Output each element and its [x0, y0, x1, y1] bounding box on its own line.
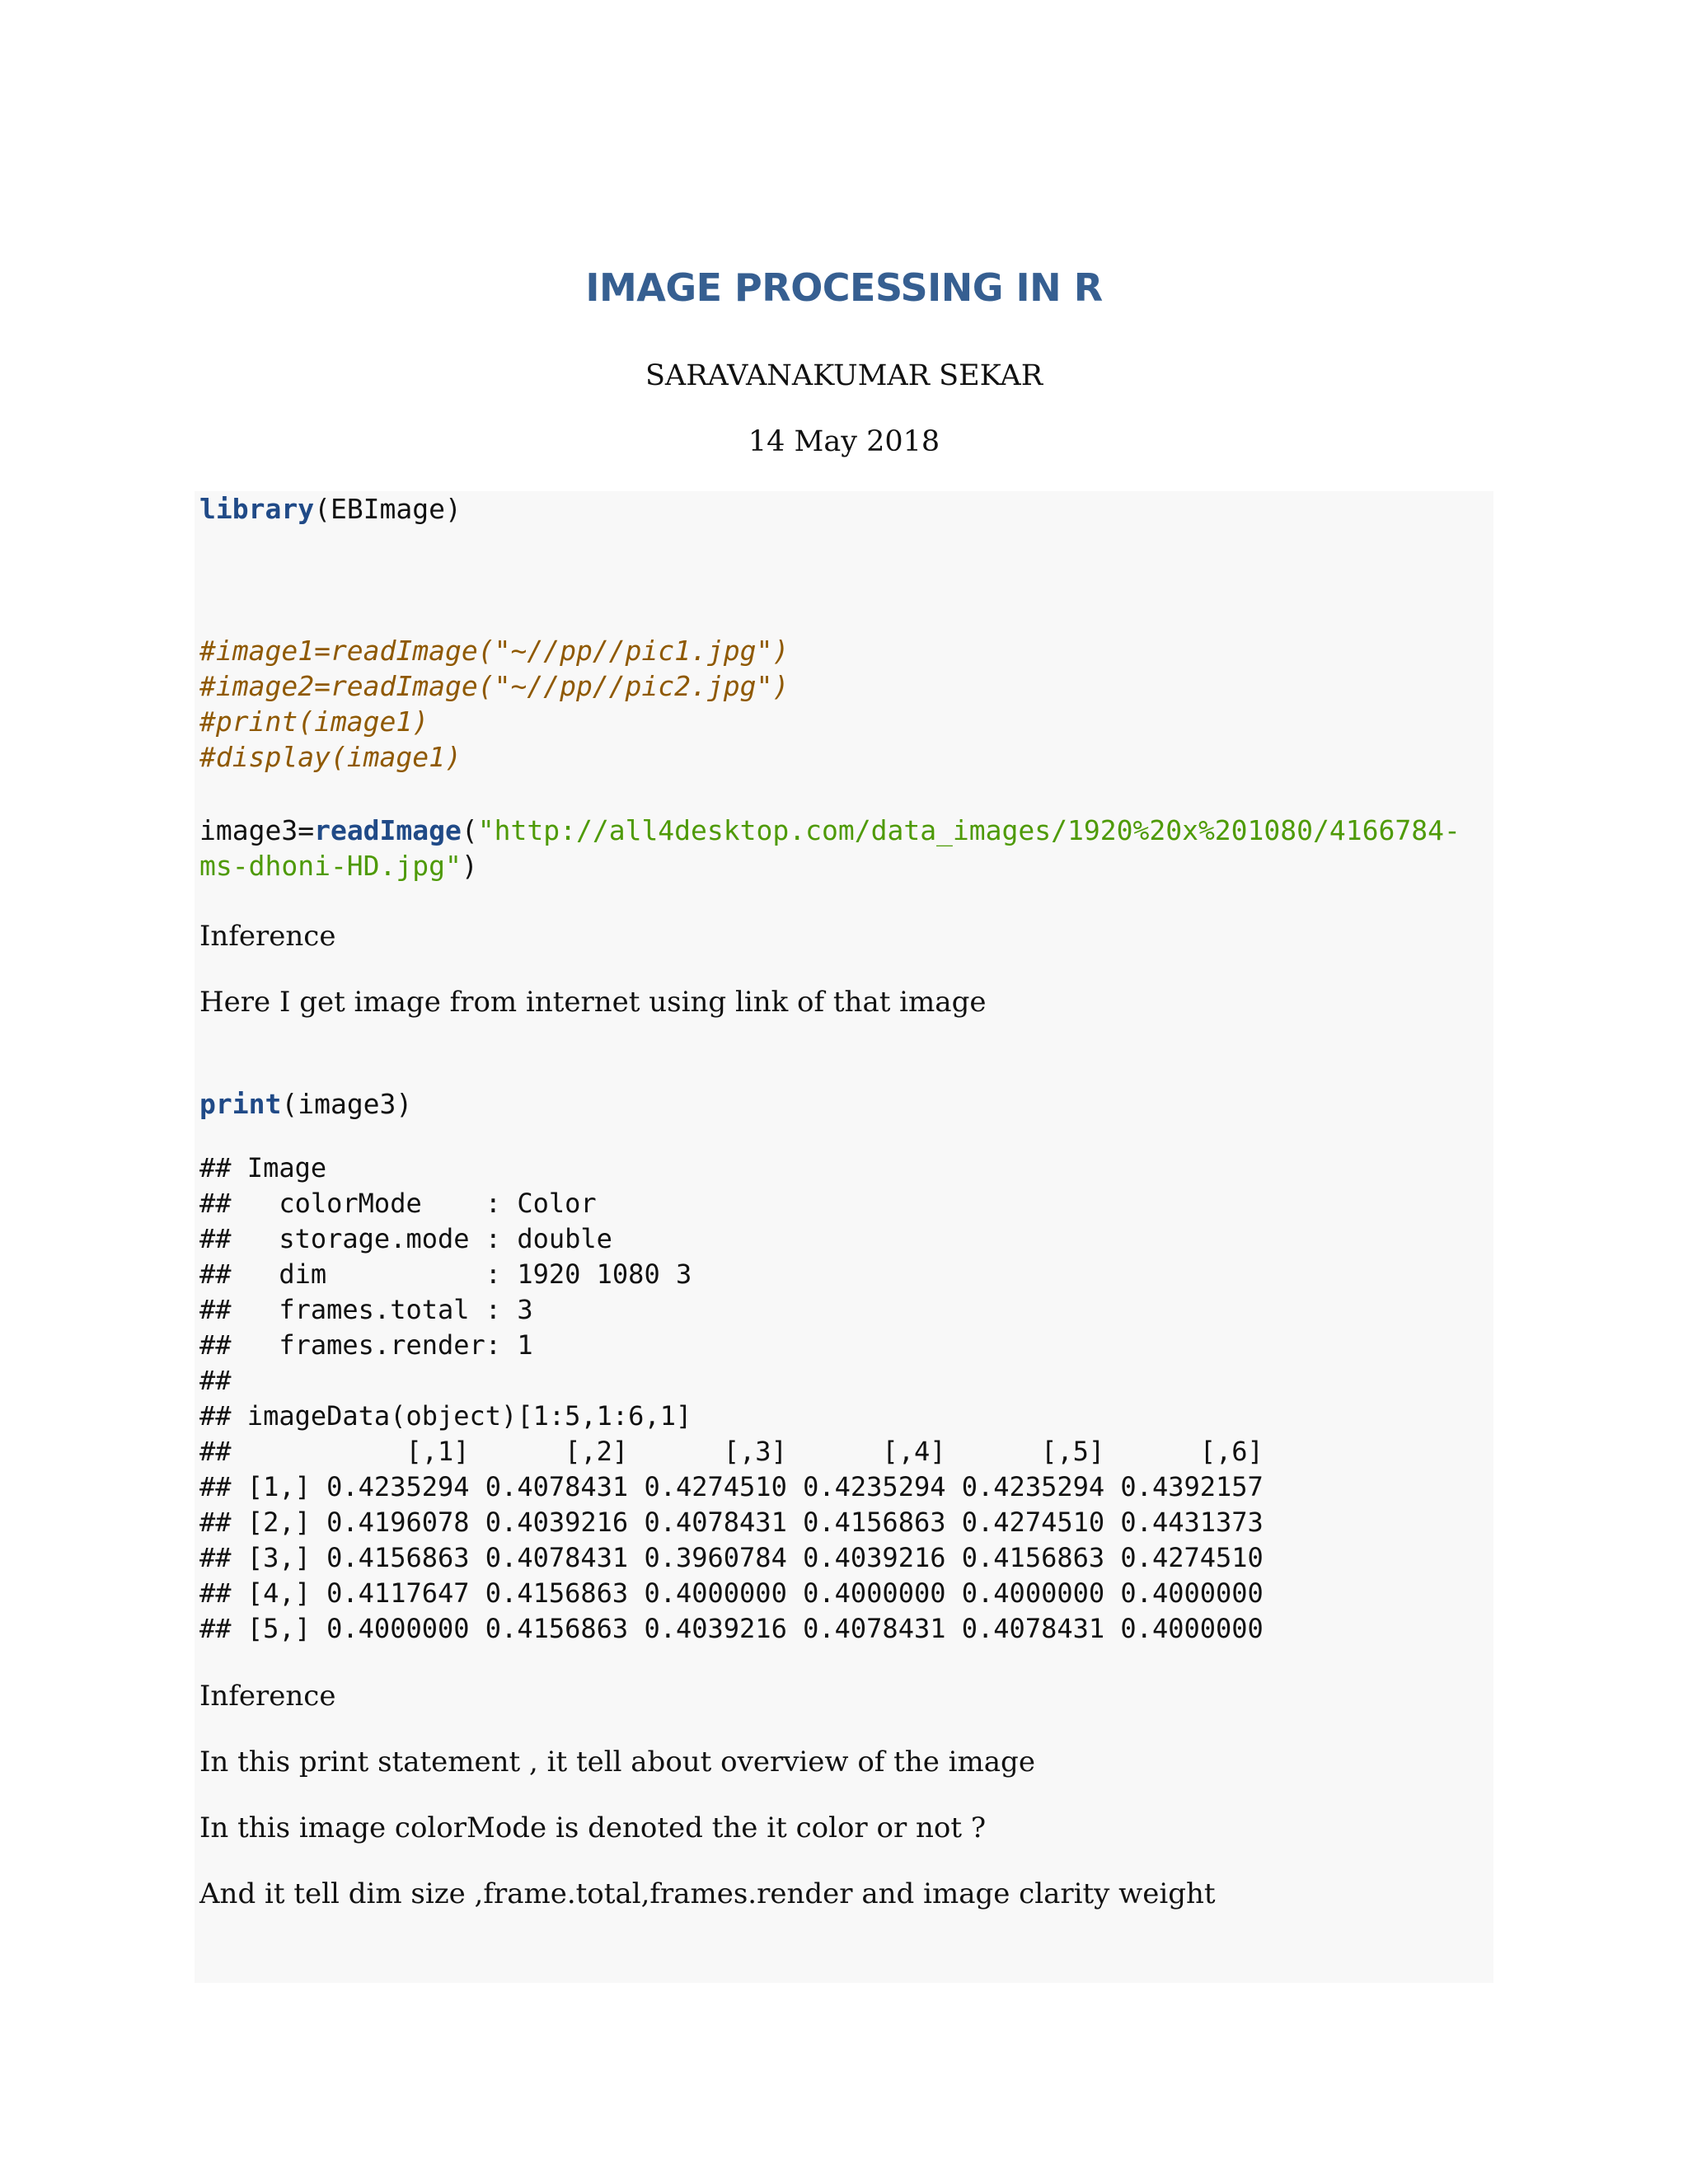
- code-assign-var: image3=: [199, 814, 315, 846]
- code-print-arg: (image3): [281, 1088, 413, 1120]
- inference-text-2-line1: In this print statement , it tell about overview of the image: [199, 1746, 1035, 1779]
- inference-heading-2: Inference: [199, 1680, 336, 1713]
- code-keyword-library: library: [199, 493, 315, 525]
- code-comment-block: [199, 633, 789, 775]
- code-keyword-print: print: [199, 1088, 282, 1120]
- code-print-call: [199, 1086, 412, 1122]
- output-line: ## [,1] [,2] [,3] [,4] [,5] [,6]: [199, 1436, 1264, 1467]
- inference-text-2-line3: And it tell dim size ,frame.total,frames.render and image clarity weight: [199, 1877, 1216, 1910]
- output-line: ##: [199, 1365, 232, 1396]
- output-line: ## dim : 1920 1080 3: [199, 1258, 692, 1290]
- output-line: ## colorMode : Color: [199, 1188, 597, 1219]
- output-line: ## Image: [199, 1152, 327, 1183]
- output-line: ## [1,] 0.4235294 0.4078431 0.4274510 0.4235294 0.4235294 0.4392157: [199, 1471, 1264, 1502]
- document-author: SARAVANAKUMAR SEKAR: [645, 359, 1043, 392]
- output-line: ## [4,] 0.4117647 0.4156863 0.4000000 0.4000000 0.4000000 0.4000000: [199, 1577, 1264, 1609]
- code-comment-line: #image1=readImage("~//pp//pic1.jpg"): [199, 635, 790, 667]
- code-readimage-call: [199, 813, 1461, 883]
- output-line: ## frames.render: 1: [199, 1329, 533, 1361]
- output-line: ## [3,] 0.4156863 0.4078431 0.3960784 0.4039216 0.4156863 0.4274510: [199, 1542, 1264, 1573]
- output-line: ## frames.total : 3: [199, 1294, 533, 1325]
- code-comment-line: #image2=readImage("~//pp//pic2.jpg"): [199, 670, 790, 702]
- code-url-string-part2: ms-dhoni-HD.jpg": [199, 850, 462, 882]
- code-library-arg: (EBImage): [314, 493, 462, 525]
- code-library-call: [199, 491, 462, 527]
- output-line: ## [5,] 0.4000000 0.4156863 0.4039216 0.4078431 0.4078431 0.4000000: [199, 1613, 1264, 1644]
- code-close-paren: ): [461, 850, 478, 882]
- inference-text-1: Here I get image from internet using link of that image: [199, 986, 987, 1019]
- document-date: 14 May 2018: [748, 425, 940, 458]
- output-line: ## storage.mode : double: [199, 1223, 612, 1254]
- inference-text-2-line2: In this image colorMode is denoted the it color or not ?: [199, 1811, 987, 1844]
- document-title: IMAGE PROCESSING IN R: [585, 265, 1103, 310]
- code-comment-line: #display(image1): [199, 741, 462, 773]
- code-keyword-readimage: readImage: [314, 814, 462, 846]
- code-open-paren: (: [461, 814, 478, 846]
- inference-heading-1: Inference: [199, 920, 336, 953]
- r-console-output: [199, 1151, 1264, 1647]
- output-line: ## [2,] 0.4196078 0.4039216 0.4078431 0.4156863 0.4274510 0.4431373: [199, 1507, 1264, 1538]
- code-comment-line: #print(image1): [199, 705, 429, 738]
- code-url-string-part1: "http://all4desktop.com/data_images/1920%20x%201080/4166784-: [477, 814, 1461, 846]
- output-line: ## imageData(object)[1:5,1:6,1]: [199, 1400, 692, 1432]
